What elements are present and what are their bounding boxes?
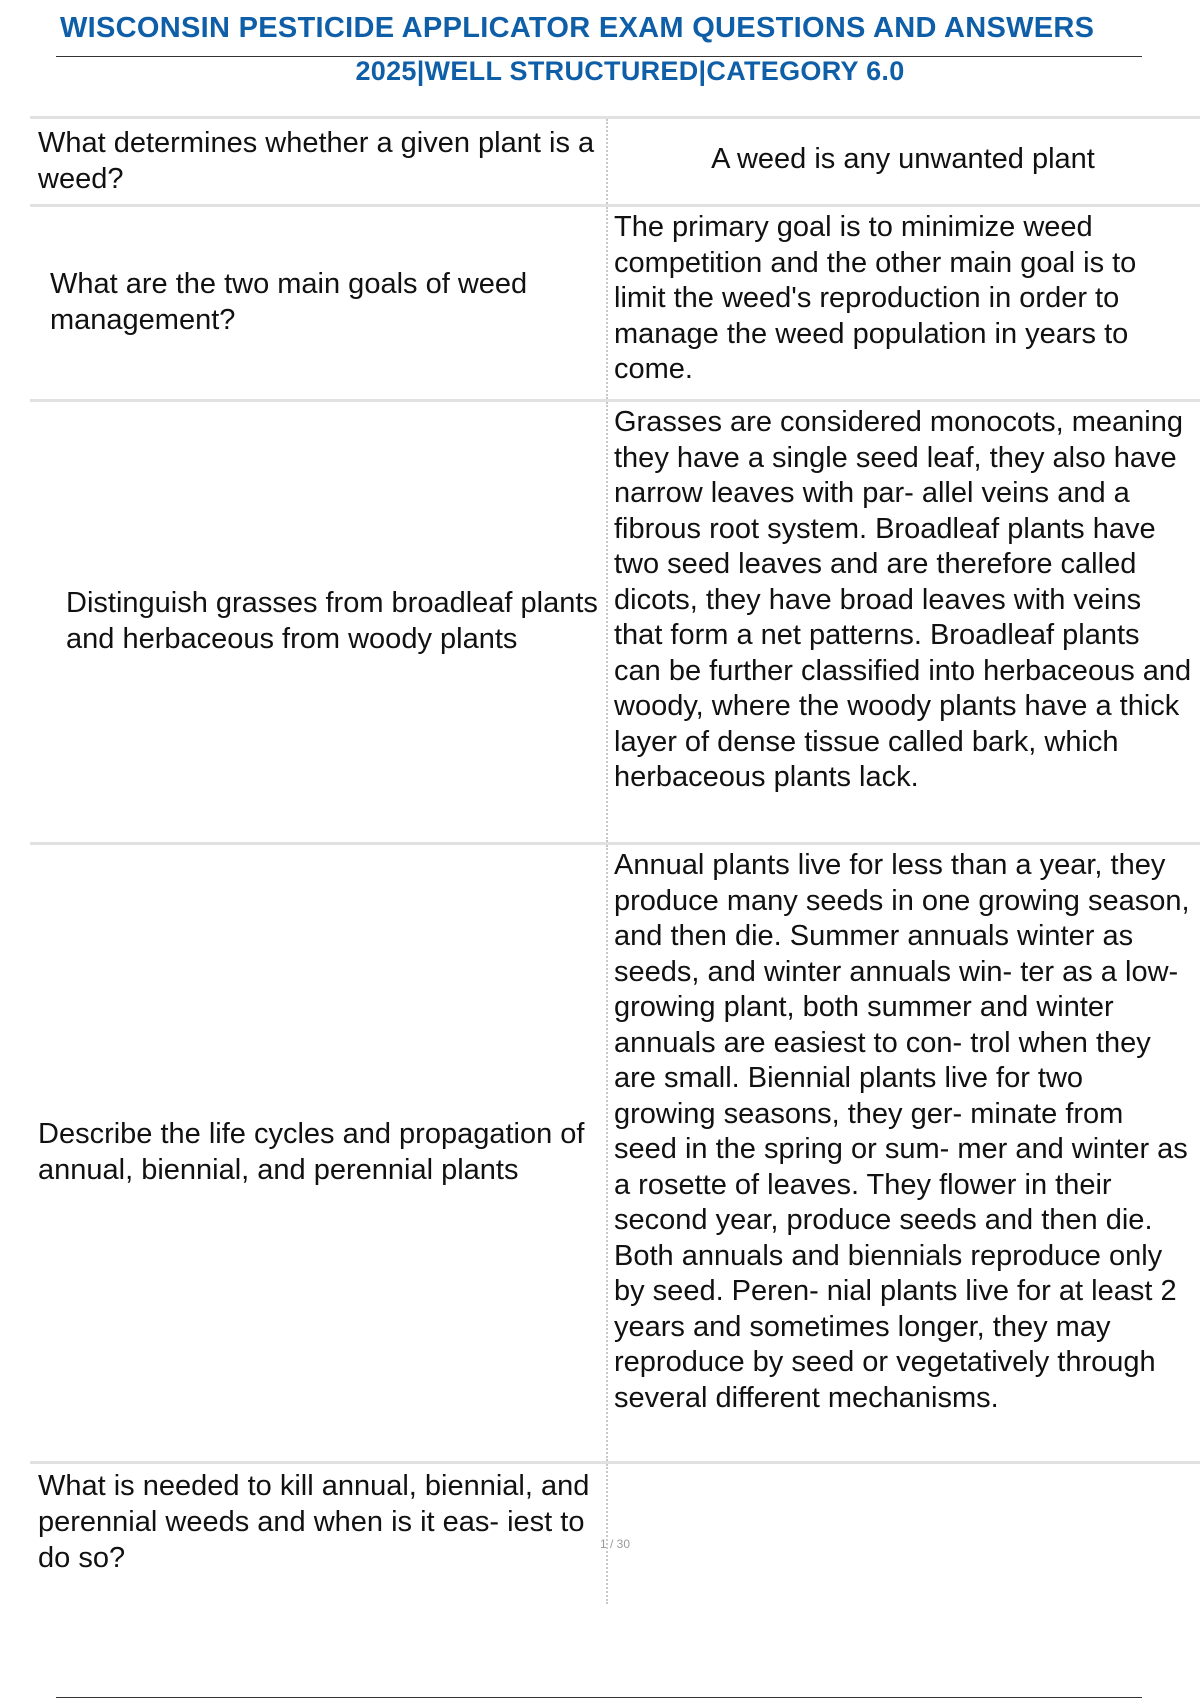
question-cell (30, 402, 608, 842)
question-text: What determines whether a given plant is a weed? (38, 126, 595, 195)
question-cell (30, 119, 608, 204)
answer-cell (608, 845, 1200, 1461)
document-title: WISCONSIN PESTICIDE APPLICATOR EXAM QUESTIONS AND ANSWERS (60, 12, 1095, 44)
answer-cell (608, 402, 1200, 842)
answer-text: Grasses are considered monocots, meaning they have a single seed leaf, they also have narrow leaves with par- allel veins and a fibrous root system. Broadleaf plants have two seed leaves and are therefore called dicots, they have broad leaves with veins that form a net patterns. Broadleaf plants can be further classified into herbaceous and woody, where the woody plants have a thick layer of dense tissue called bark, which herbaceous plants lack. (614, 406, 1192, 793)
question-cell (30, 1464, 608, 1604)
question-text: What are the two main goals of weed management? (50, 268, 528, 336)
qa-row (30, 842, 1200, 1461)
page-indicator: 1 / 30 (600, 1537, 631, 1551)
question-cell (30, 845, 608, 1461)
answer-cell (608, 1464, 1200, 1604)
document-subtitle: 2025|WELL STRUCTURED|CATEGORY 6.0 (355, 56, 905, 86)
qa-row (30, 116, 1200, 204)
question-text: Distinguish grasses from broadleaf plants and herbaceous from woody plants (66, 587, 598, 655)
answer-text: A weed is any unwanted plant (711, 143, 1095, 176)
question-text: What is needed to kill annual, biennial, and perennial weeds and when is it eas- iest to do so? (38, 1470, 590, 1574)
question-text: Describe the life cycles and propagation of annual, biennial, and perennial plants (38, 1118, 585, 1186)
answer-text: The primary goal is to minimize weed competition and the other main goal is to limit the weed's reproduction in order to manage the weed population in years to come. (614, 211, 1137, 385)
answer-cell (608, 119, 1200, 204)
footer-divider (56, 1697, 1142, 1698)
qa-row (30, 399, 1200, 842)
question-cell (30, 207, 608, 399)
qa-table (30, 116, 1200, 1604)
qa-row (30, 1461, 1200, 1604)
qa-row (30, 204, 1200, 399)
answer-text: Annual plants live for less than a year, they produce many seeds in one growing season, and then die. Summer annuals winter as seeds, and winter annuals win- ter as a low-growing plant, both summer and winter annuals are easiest to con- trol when they are small. Biennial plants live for two growing seasons, they ger- minate from seed in the spring or sum- mer and winter as a rosette of leaves. They flower in their second year, produce seeds and then die. Both annuals and biennials reproduce only by seed. Peren- nial plants live for at least 2 years and sometimes longer, they may reproduce by seed or vegetatively through several different mechanisms. (614, 849, 1190, 1414)
answer-cell (608, 207, 1200, 399)
